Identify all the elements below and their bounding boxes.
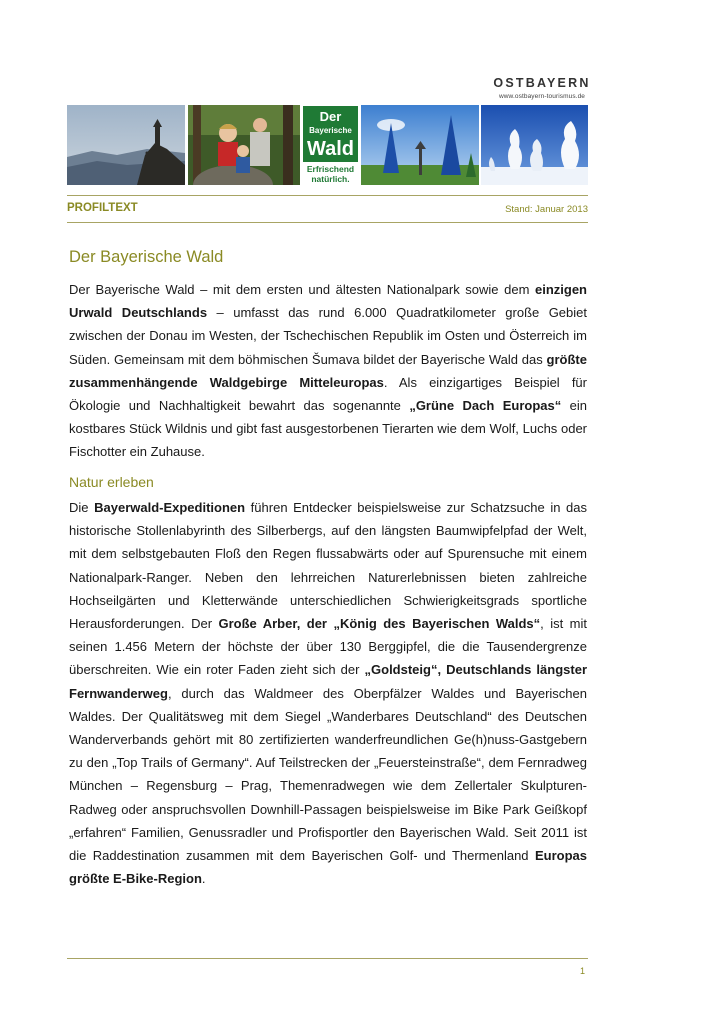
p2-text-5: . [201, 871, 206, 887]
section-label: PROFILTEXT [67, 202, 138, 214]
badge-tag2: natürlich. [311, 174, 350, 184]
logo-url: www.ostbayern-tourismus.de [498, 93, 586, 100]
page-number: 1 [579, 966, 585, 976]
p2-bold-4: Europas größte E-Bike-Region [69, 848, 587, 887]
p1-text-4: ein kostbares Stück Wildnis und gibt fast ausgestorbenen Tierarten wie dem Wolf, Luchs oder Fischotter ein Zuhause. [69, 398, 587, 460]
p1-text-1: Der Bayerische Wald – mit dem ersten und ältesten Nationalpark sowie dem [69, 282, 535, 297]
p2-text-4: , durch das Waldmeer des Oberpfälzer Waldes und Bayerischen Waldes. Der Qualitätsweg mit dem Siegel „Wanderbares Deutschland“ des Deutschen Wanderverbands gehört mit 80 zertifizierten wanderfreundlichen Ge(h)nuss-Gastgebern zu den „Top Trails of Germany“. Auf Teilstrecken der „Feuersteinstraße“, dem Fernradweg München – Regensburg – Prag, Themenradwegen wie dem Zellertaler Skulpturen-Radweg oder anspruchsvollen Downhill-Passagen beispielsweise im Bike Park Geißkopf „erfahren“ Familien, Genussradler und Profisportler den Bayerischen Wald. Seit 2011 ist die Raddestination zusammen mit dem Bayerischen Golf- und Thermenland [69, 685, 587, 864]
p2-text-1: Die [69, 500, 95, 515]
photo-blue-sculptures [361, 105, 479, 185]
photo-family-forest [188, 105, 300, 185]
badge-line1: Der [319, 109, 342, 124]
p2-bold-3: „Goldsteig“, Deutschlands längster Fernwanderweg [69, 662, 587, 701]
p1-bold-1: einzigen Urwald Deutschlands [69, 282, 587, 321]
badge-tag1: Erfrischend [306, 164, 355, 174]
badge-line3: Wald [306, 138, 355, 160]
photo-snow-trees [481, 105, 588, 185]
p1-bold-2: größte zusammenhängende Waldgebirge Mitteleuropas [69, 351, 587, 390]
p1-text-2: – umfasst das rund 6.000 Quadratkilometer große Gebiet zwischen der Donau im Westen, der Tschechischen Republik im Osten und Österreich im Süden. Gemeinsam mit dem böhmischen Šumava bildet der Bayerische Wald das [69, 305, 588, 367]
bayerischer-wald-badge [302, 105, 359, 185]
ostbayern-logo [492, 76, 592, 100]
p2-text-3: , ist mit seinen 1.456 Metern der höchste der über 130 Berggipfel, die die Tausendergrenze überschreiten. Wie ein roter Faden zieht sich der [69, 616, 587, 678]
header-top-rule [67, 195, 588, 196]
section-heading-natur-erleben: Natur erleben [69, 474, 154, 490]
p2-text-2: führen Entdecker beispielsweise zur Schatzsuche in das historische Stollenlabyrinth des Silberbergs, auf den längsten Baumwipfelpfad der Welt, mit dem selbstgebauten Floß den Regen flussabwärts oder auf Spurensuche mit einem Nationalpark-Ranger. Neben den lehrreichen Naturerlebnissen bieten zahlreiche Hochseilgärten und Kletterwände unterschiedlichen Schwierigkeitsgrads sportliche Herausforderungen. Der [69, 500, 587, 632]
photo-mountain-tower [67, 105, 185, 185]
footer-rule [67, 958, 588, 959]
logo-name: OSTBAYERN [493, 76, 591, 90]
logo-wordmark [492, 76, 592, 90]
p2-bold-2: Große Arber, der „König des Bayerischen Walds“ [218, 616, 541, 632]
stand-date: Stand: Januar 2013 [505, 204, 588, 215]
page-title: Der Bayerische Wald [69, 248, 224, 266]
p2-bold-1: Bayerwald-Expeditionen [94, 500, 246, 515]
badge-line2: Bayerische [309, 126, 352, 135]
p1-text-3: . Als einzigartiges Beispiel für Ökologie und Nachhaltigkeit bewahrt das sogenannte [69, 374, 587, 414]
header-bottom-rule [67, 222, 588, 223]
nature-paragraph [69, 496, 587, 890]
intro-paragraph [69, 278, 587, 464]
p1-bold-3: „Grüne Dach Europas“ [409, 398, 562, 414]
